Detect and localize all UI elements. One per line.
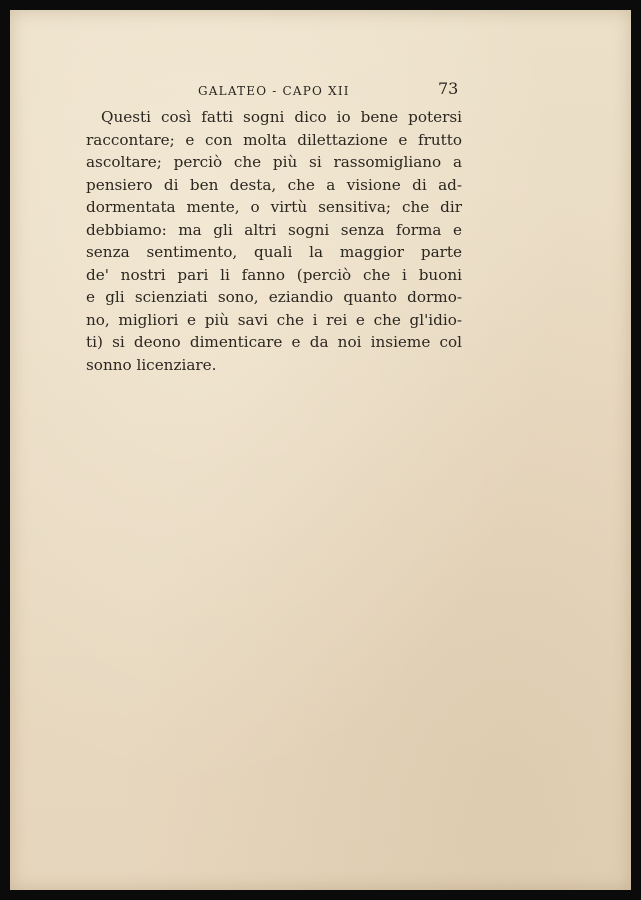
running-title: GALATEO - CAPO XII [198, 84, 350, 98]
text-line: pensiero di ben desta, che a visione di ad- [86, 175, 462, 194]
text-line: e gli scienziati sono, eziandio quanto dormo- [86, 288, 462, 306]
text-line: Questi così fatti sogni dico io bene potersi [101, 108, 462, 126]
body-paragraph [86, 106, 462, 376]
text-line: ti) si deono dimenticare e da noi insieme col [86, 333, 462, 351]
text-line: de' nostri pari li fanno (perciò che i buoni [86, 265, 462, 284]
text-line: ascoltare; perciò che più si rassomigliano a [86, 153, 462, 171]
text-line: raccontare; e con molta dilettazione e frutto [86, 130, 462, 149]
text-line: debbiamo: ma gli altri sogni senza forma e [86, 220, 462, 239]
text-line: dormentata mente, o virtù sensitiva; che dir [86, 198, 462, 216]
text-line: sonno licenziare. [86, 355, 217, 374]
book-page [10, 10, 631, 890]
text-line: senza sentimento, quali la maggior parte [86, 243, 462, 261]
page-number: 73 [438, 79, 459, 98]
text-line: no, migliori e più savi che i rei e che gl'idio- [86, 310, 462, 329]
